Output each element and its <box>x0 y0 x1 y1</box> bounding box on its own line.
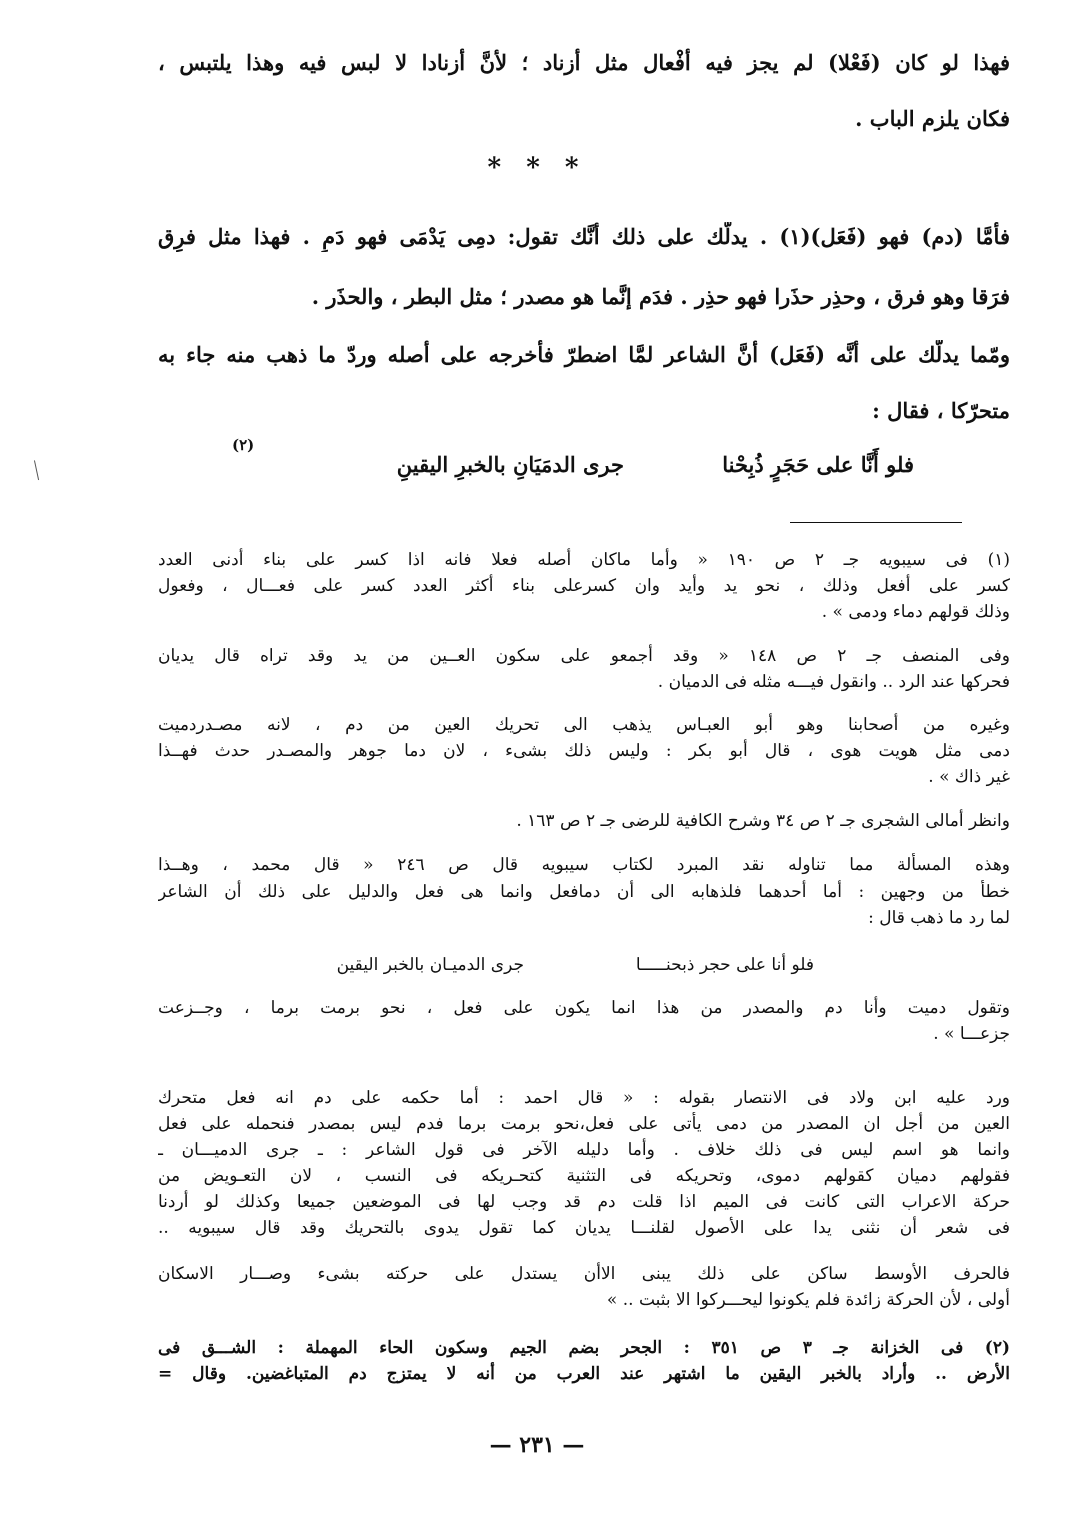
footnote-verse-second: جرى الدميـان بالخبر اليقين <box>336 955 524 975</box>
footnote-line: فحركها عند الرد .. وانقول فيـــه مثله فى الدميان . <box>657 672 1010 692</box>
footnote-line: فقولهم دميان كقولهم دموى، وتحريكه فى التثنية كتحـريكه فى النسب ، لان التعـويض من <box>158 1166 1010 1186</box>
footnote-line: حركة الاعراب التى كانت فى الميم اذا قلت دم قد وجب لها فى الموضعين جميعا وكذلك لو أردنا <box>158 1192 1010 1212</box>
footnote-line: فى شعر أن نثنى يدا على الأصول لقلنـــا يديان كما تقول يدوى بالتحريك وقد قال سيبويه .. <box>158 1218 1010 1238</box>
margin-mark <box>34 460 41 480</box>
footnote-line: (١) فى سيبويه جـ ٢ ص ١٩٠ « وأما ماكان أصله فعلا فانه اذا كسر على بناء أدنى العدد <box>158 550 1010 570</box>
footnote-line: وغيره من أصحابنا وهو أبو العبـاس يذهب الى تحريك العين من دم ، لانه مصـدردميت <box>158 715 1010 735</box>
footnote-2-line: الأرض .. وأراد بالخبر اليقين ما اشتهر عند العرب من أنه لا يمتزج دم المتباغضين. وقال = <box>158 1364 1010 1384</box>
main-text-line: فرَقا وهو فرق ، وحذِر حذَرا فهو حذِر . فدَم إنَّما هو مصدر ؛ مثل البطر ، والحذَر . <box>311 284 1010 309</box>
footnote-line: أولى ، لأن الحركة زائدة فلم يكونوا ليحـــركوا الا بثبت .. » <box>606 1290 1010 1310</box>
footnote-verse-first: فلو أنا على حجر ذبحنـــــا <box>635 955 814 975</box>
footnote-line: وانظر أمالى الشجرى جـ ٢ ص ٣٤ وشرح الكافية للرضى جـ ٢ ص ١٦٣ . <box>516 811 1010 831</box>
verse-first-hemistich: فلو أَنَّا على حَجَرٍ ذُبِحْنا <box>722 452 914 477</box>
footnote-line: غير ذاك » . <box>928 767 1010 787</box>
footnote-line: ورد عليه ابن ولاد فى الانتصار بقوله : « قال احمد : أما حكمه على دم انه فعل متحرك <box>158 1088 1010 1108</box>
footnote-line: خطأ من وجهين : أما أحدهما فلذهابه الى أن دمافعل وانما هى فعل والدليل على ذلك أن الشاعر <box>158 882 1010 902</box>
footnote-line: وذلك قولهم دماء ودمى » . <box>821 602 1010 622</box>
footnote-line: كسر على أفعل وذلك ، نحو يد وأيد وان كسرعلى بناء أكثر العدد كسر على فعـــال ، وفعول <box>158 576 1010 596</box>
footnote-2-line: (٢) فى الخزانة جـ ٣ ص ٣٥١ : الجحر بضم الجيم وسكون الحاء المهملة : الشـــق فى <box>158 1338 1010 1358</box>
verse-second-hemistich: جرى الدمَيَانِ بالخبرِ اليقينِ <box>396 452 624 477</box>
footnote-line: وتقول دميت وأنا دم والمصدر من هذا انما يكون على فعل ، نحو برمت برما ، وجــزعت <box>158 998 1010 1018</box>
main-text-line: فكان يلزم الباب . <box>855 106 1010 131</box>
footnote-line: فالحرف الأوسط ساكن على ذلك يبنى الاأن يستدل على حركته بشىء وصـــار الاسكان <box>158 1264 1010 1284</box>
main-text-line: فأمَّا (دم) فهو (فَعَل)(١) . يدلُّك على ذلك أنَّك تقول: دمِى يَدْمَى فهو دَمٍ . فهذا مثل فرِق <box>158 224 1010 249</box>
footnote-line: وهذه المسألة مما تناوله نقد المبرد لكتاب سيبويه قال ص ٢٤٦ « قال محمد ، وهــذا <box>158 855 1010 875</box>
section-separator: * * * <box>487 153 587 183</box>
page-number: — ٢٣١ — <box>489 1432 585 1458</box>
footnote-line: لما رد ما ذهب قال : <box>868 908 1010 928</box>
footnote-marker: (٢) <box>232 436 255 454</box>
main-text-line: فهذا لو كان (فَعْلا) لم يجز فيه أفْعال مثل أزناد ؛ لأنَّ أزنادا لا لبس فيه وهذا يلتبس ، <box>158 50 1010 75</box>
footnote-separator-rule <box>790 522 962 523</box>
footnote-line: جزعـــا » . <box>933 1024 1010 1044</box>
footnote-line: دمى مثل هويت هوى ، قال أبو بكر : وليس ذلك بشىء ، لان دما جوهر والمصـدر حدث فهــذا <box>158 741 1010 761</box>
main-text-line: ومّما يدلُّك على أنَّه (فَعَل) أنَّ الشاعر لمَّا اضطرّ فأخرجه على أصله وردّ ما ذهب منه جاء به <box>158 342 1010 367</box>
footnote-line: العين من أجل ان المصدر من دمى يأتى على فعل،نحو برمت برما فدم ليس بمصدر فنحمله على فعل <box>158 1114 1010 1134</box>
footnote-line: وانما هو اسم ليس فى ذلك خلاف . وأما دليله الآخر فى قول الشاعر : ـ جرى الدميـــان ـ <box>158 1140 1010 1160</box>
main-text-line: متحرّكا ، فقال : <box>872 398 1010 423</box>
footnote-line: وفى المنصف جـ ٢ ص ١٤٨ « وقد أجمعو على سكون العــين من يد وقد تراه قال يديان <box>158 646 1010 666</box>
